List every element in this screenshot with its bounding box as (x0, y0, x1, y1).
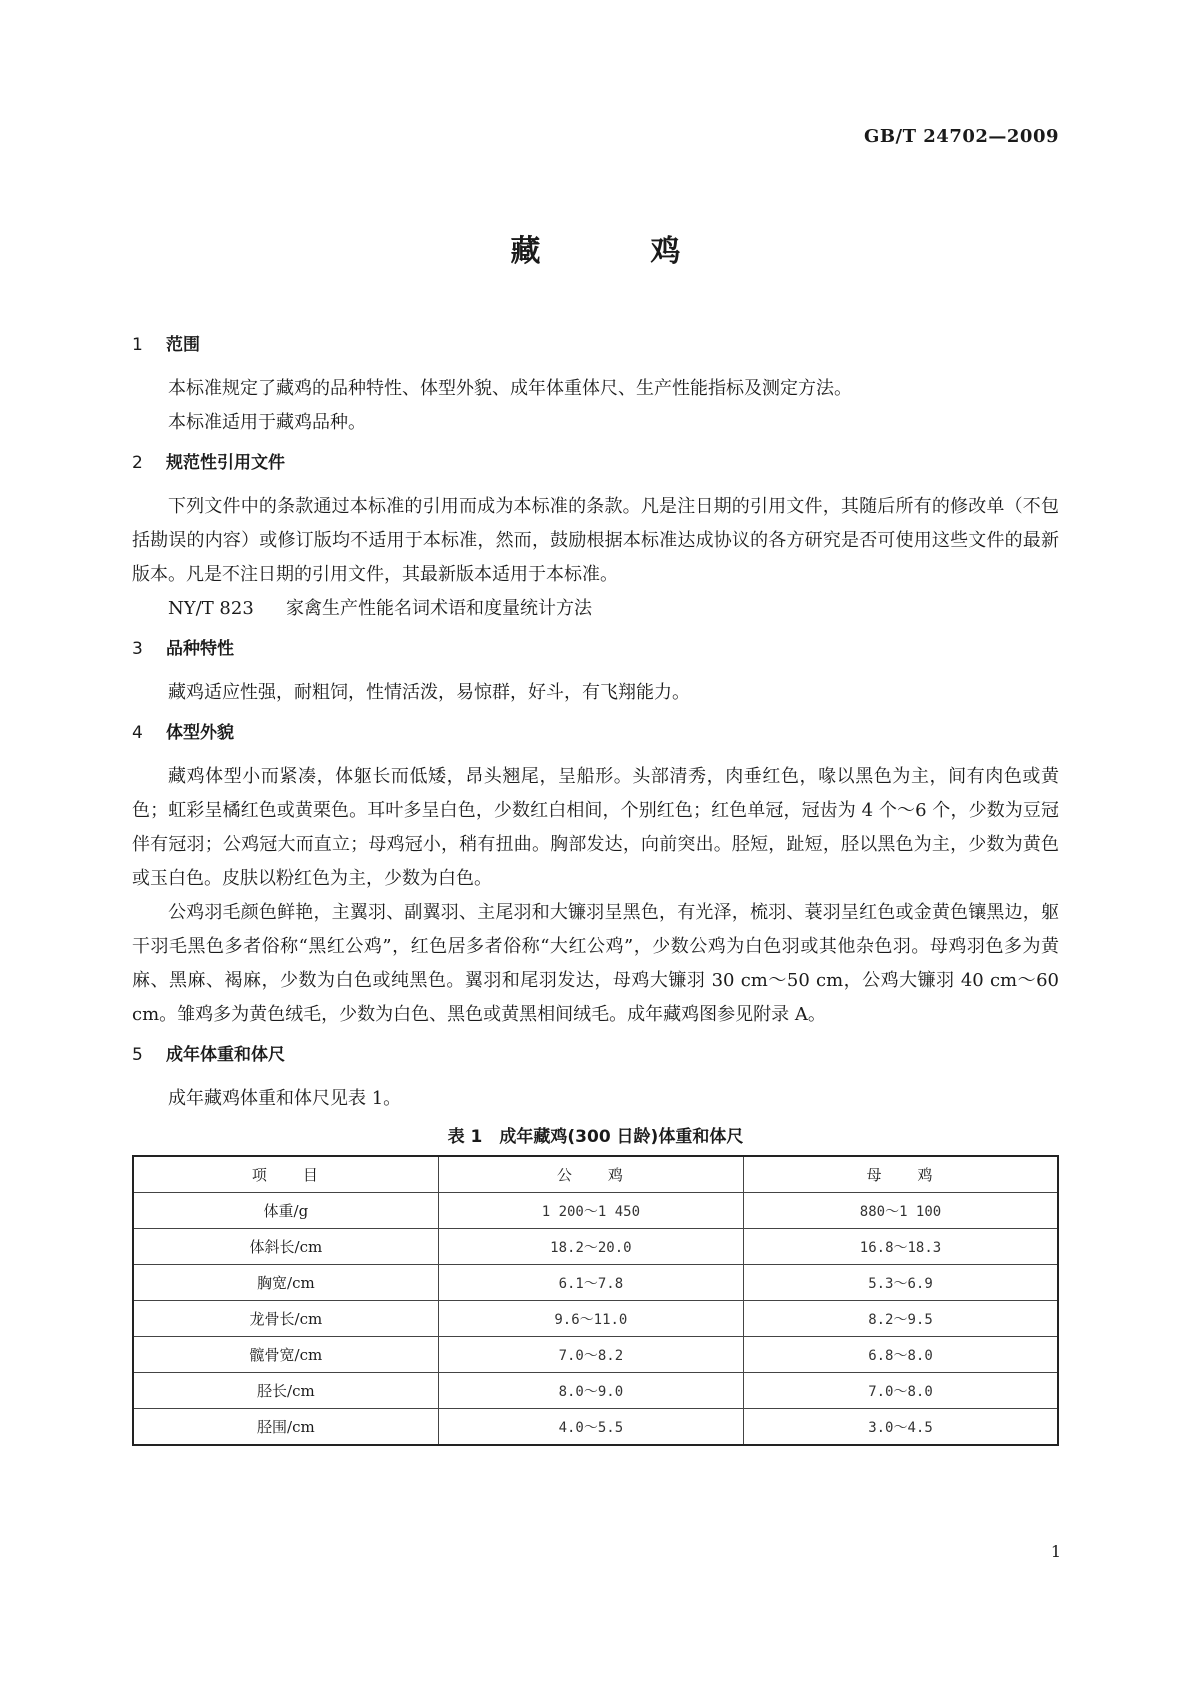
table-row (133, 1193, 1058, 1229)
table-cell: 体重/g (133, 1193, 438, 1229)
table-cell: 体斜长/cm (133, 1229, 438, 1265)
table-cell: 3.0～4.5 (744, 1409, 1059, 1446)
table-cell: 8.0～9.0 (438, 1373, 743, 1409)
body-size-table (132, 1155, 1059, 1446)
section-title: 体型外貌 (166, 723, 234, 743)
section-heading (132, 1040, 1059, 1070)
paragraph: 本标准适用于藏鸡品种。 (168, 412, 366, 433)
table-cell: 4.0～5.5 (438, 1409, 743, 1446)
table-cell: 髋骨宽/cm (133, 1337, 438, 1373)
table-row (133, 1337, 1058, 1373)
reference-title: 家禽生产性能名词术语和度量统计方法 (286, 598, 592, 619)
table-row (133, 1265, 1058, 1301)
section-number: 5 (132, 1045, 143, 1065)
section-normative-references (132, 448, 1059, 626)
table-row (133, 1409, 1058, 1446)
section-title: 成年体重和体尺 (166, 1045, 285, 1065)
table-row (133, 1373, 1058, 1409)
table-cell: 880～1 100 (744, 1193, 1059, 1229)
document-code: GB/T 24702—2009 (863, 126, 1059, 147)
section-body-weight-size (132, 1040, 1059, 1116)
reference-code: NY/T 823 (168, 598, 254, 619)
column-header: 母 鸡 (744, 1156, 1059, 1193)
table-cell: 6.8～8.0 (744, 1337, 1059, 1373)
section-heading (132, 448, 1059, 478)
reference-entry (132, 592, 1059, 626)
table-caption: 表 1 成年藏鸡(300 日龄)体重和体尺 (447, 1127, 744, 1147)
section-number: 3 (132, 639, 143, 659)
section-number: 2 (132, 453, 143, 473)
paragraph: 公鸡羽毛颜色鲜艳，主翼羽、副翼羽、主尾羽和大镰羽呈黑色，有光泽，梳羽、蓑羽呈红色或金黄色镶黑边，躯干羽毛黑色多者俗称“黑红公鸡”，红色居多者俗称“大红公鸡”，少数公鸡为白色羽或其他杂色羽。母鸡羽色多为黄麻、黑麻、褐麻，少数为白色或纯黑色。翼羽和尾羽发达，母鸡大镰羽 30 cm～50 cm，公鸡大镰羽 40 cm～60 cm。雏鸡多为黄色绒毛，少数为白色、黑色或黄黑相间绒毛。成年藏鸡图参见附录 A。 (132, 902, 1059, 1025)
paragraph: 下列文件中的条款通过本标准的引用而成为本标准的条款。凡是注日期的引用文件，其随后所有的修改单（不包括勘误的内容）或修订版均不适用于本标准，然而，鼓励根据本标准达成协议的各方研究是否可使用这些文件的最新版本。凡是不注日期的引用文件，其最新版本适用于本标准。 (132, 496, 1059, 585)
section-appearance (132, 718, 1059, 1032)
section-heading (132, 718, 1059, 748)
section-title: 品种特性 (166, 639, 234, 659)
section-heading (132, 330, 1059, 360)
section-scope (132, 330, 1059, 440)
title-char-1: 藏 (510, 234, 541, 269)
title-char-2: 鸡 (650, 234, 681, 269)
page-number: 1 (1050, 1542, 1061, 1561)
section-title: 规范性引用文件 (166, 453, 285, 473)
table-row (133, 1301, 1058, 1337)
column-header: 项 目 (133, 1156, 438, 1193)
section-number: 4 (132, 723, 143, 743)
table-cell: 7.0～8.0 (744, 1373, 1059, 1409)
paragraph: 藏鸡体型小而紧凑，体躯长而低矮，昂头翘尾，呈船形。头部清秀，肉垂红色，喙以黑色为主，间有肉色或黄色；虹彩呈橘红色或黄栗色。耳叶多呈白色，少数红白相间，个别红色；红色单冠，冠齿为 4 个～6 个，少数为豆冠伴有冠羽；公鸡冠大而直立；母鸡冠小，稍有扭曲。胸部发达，向前突出。胫短，趾短，胫以黑色为主，少数为黄色或玉白色。皮肤以粉红色为主，少数为白色。 (132, 766, 1059, 889)
table-cell: 胫围/cm (133, 1409, 438, 1446)
table-cell: 胫长/cm (133, 1373, 438, 1409)
section-title: 范围 (166, 335, 200, 355)
table-cell: 胸宽/cm (133, 1265, 438, 1301)
table-cell: 6.1～7.8 (438, 1265, 743, 1301)
paragraph: 本标准规定了藏鸡的品种特性、体型外貌、成年体重体尺、生产性能指标及测定方法。 (168, 378, 852, 399)
document-title (0, 226, 1191, 270)
table-cell: 1 200～1 450 (438, 1193, 743, 1229)
column-header: 公 鸡 (438, 1156, 743, 1193)
paragraph: 藏鸡适应性强，耐粗饲，性情活泼，易惊群，好斗，有飞翔能力。 (168, 682, 690, 703)
section-number: 1 (132, 335, 143, 355)
table-cell: 9.6～11.0 (438, 1301, 743, 1337)
table-cell: 8.2～9.5 (744, 1301, 1059, 1337)
section-breed-characteristics (132, 634, 1059, 710)
table-cell: 龙骨长/cm (133, 1301, 438, 1337)
table-cell: 18.2～20.0 (438, 1229, 743, 1265)
table-row (133, 1229, 1058, 1265)
table-header-row (133, 1156, 1058, 1193)
paragraph: 成年藏鸡体重和体尺见表 1。 (168, 1088, 402, 1109)
table-cell: 7.0～8.2 (438, 1337, 743, 1373)
table-cell: 5.3～6.9 (744, 1265, 1059, 1301)
section-heading (132, 634, 1059, 664)
document-body (132, 330, 1059, 1446)
table-cell: 16.8～18.3 (744, 1229, 1059, 1265)
